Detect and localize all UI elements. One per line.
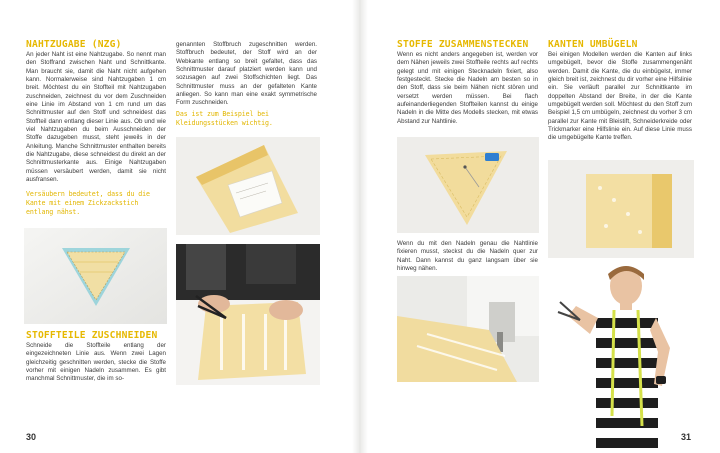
seam-allowance-note: Versäubern bedeutet, dass du die Kante mit einem Zickzackstich entlang nähst. <box>26 190 150 216</box>
press-edges-heading: KANTEN UMBÜGELN <box>548 39 638 50</box>
photo-fabric-on-fold <box>176 137 320 235</box>
pin-fabric-caption: Wenn du mit den Nadeln genau die Nahtlinie fixieren musst, steckst du die Nadeln quer zur Naht. Dann kannst du ganz langsam über sie hinweg nähen. <box>397 240 538 273</box>
photo-pinned-triangle <box>397 137 539 233</box>
pin-fabric-heading: STOFFE ZUSAMMENSTECKEN <box>397 39 529 50</box>
cut-fabric-heading: STOFFTEILE ZUSCHNEIDEN <box>26 330 158 341</box>
photo-pressed-edge <box>548 160 694 258</box>
page-number-left: 30 <box>26 432 37 442</box>
seam-allowance-heading: NAHTZUGABE (NZG) <box>26 39 122 50</box>
cut-fabric-text: Schneide die Stoffteile entlang der eingezeichneten Linie aus. Wenn zwei Lagen gleichzeitig geschnitten werden, stecke die Stoffe vorher mit einigen Nadeln zusammen. Es gibt manchmal Schnittmuster, die im so- <box>26 342 166 383</box>
seam-allowance-text: An jeder Naht ist eine Nahtzugabe. So nennt man den Stoffrand zwischen Naht und Schnittkante. Man braucht sie, damit die Naht nicht aufgehen kann. Normalerweise sind Nahtzugaben 1 cm breit. Möchtest du ein Stoffteil mit Nahtzugaben zuschneiden, zeichnest du vor dem Zuschneiden eine Linie im Abstand von 1 cm rund um das Schnittmuster auf den Stoff und schneidest das Stoffteil dann entlang dieser Linie aus. Ob und wie viel Nahtzugaben du beim Ausschneiden der Stoffe dazugeben musst, steht jeweils in der Anleitung. Manche Schnittmuster enthalten bereits die Nahtzugabe, diese schneidest du direkt an der Schnittmusterkante aus. Einige Nahtzugaben müssen versäubert werden, damit sie nicht ausfransen. <box>26 51 166 184</box>
photo-sewing-machine <box>397 276 539 382</box>
cut-fabric-text-continued: genannten Stoffbruch zugeschnitten werden. Stoffbruch bedeutet, der Stoff wird an der Webkante entlang so breit gefaltet, dass das Schnittmuster darauf platziert werden kann und sozusagen auf zwei Stoffschichten liegt. Das Schnittmuster muss an der gefalteten Kante anliegen. So kann man eine exakt symmetrische Form zuschneiden. <box>176 41 317 107</box>
cut-fabric-note: Das ist zum Beispiel bei Kleidungsstücken wichtig. <box>176 110 273 127</box>
photo-boy-with-scissors <box>554 266 694 453</box>
pin-fabric-text: Wenn es nicht anders angegeben ist, werden vor dem Nähen jeweils zwei Stoffteile rechts auf rechts gelegt und mit einigen Stecknadeln fixiert, also festgesteckt. Stecke die Nadeln am besten so in den Stoff, dass sie beim Nähen nicht stören und versetzt werden müssen. Bei flach aufeinanderliegenden Stoffteilen kannst du einige Nadeln in die Mitte des Modells stecken, mit etwas Abstand zur Nahtlinie. <box>397 51 538 125</box>
book-gutter <box>352 0 368 453</box>
photo-cutting-fabric <box>176 244 320 385</box>
page-number-right: 31 <box>681 432 692 442</box>
photo-triangle-pattern <box>24 228 167 324</box>
press-edges-text: Bei einigen Modellen werden die Kanten auf links umgebügelt, bevor die Stoffe zusammengenäht werden. Damit die Kante, die du einbügelst, immer gleich breit ist, zeichnest du dir vorher eine Hilfslinie ein. Sie verläuft parallel zur Schnittkante im doppelten Abstand der Breite, in der die Kante umgebügelt werden soll. Möchtest du den Stoff zum Beispiel 1,5 cm umbügeln, zeichnest du vorher 3 cm parallel zur Kante mit Bleistift, Schneiderkreide oder Trickmarker eine Hilfslinie ein. Auf diese Linie muss die umgebügelte Kante treffen. <box>548 51 692 142</box>
